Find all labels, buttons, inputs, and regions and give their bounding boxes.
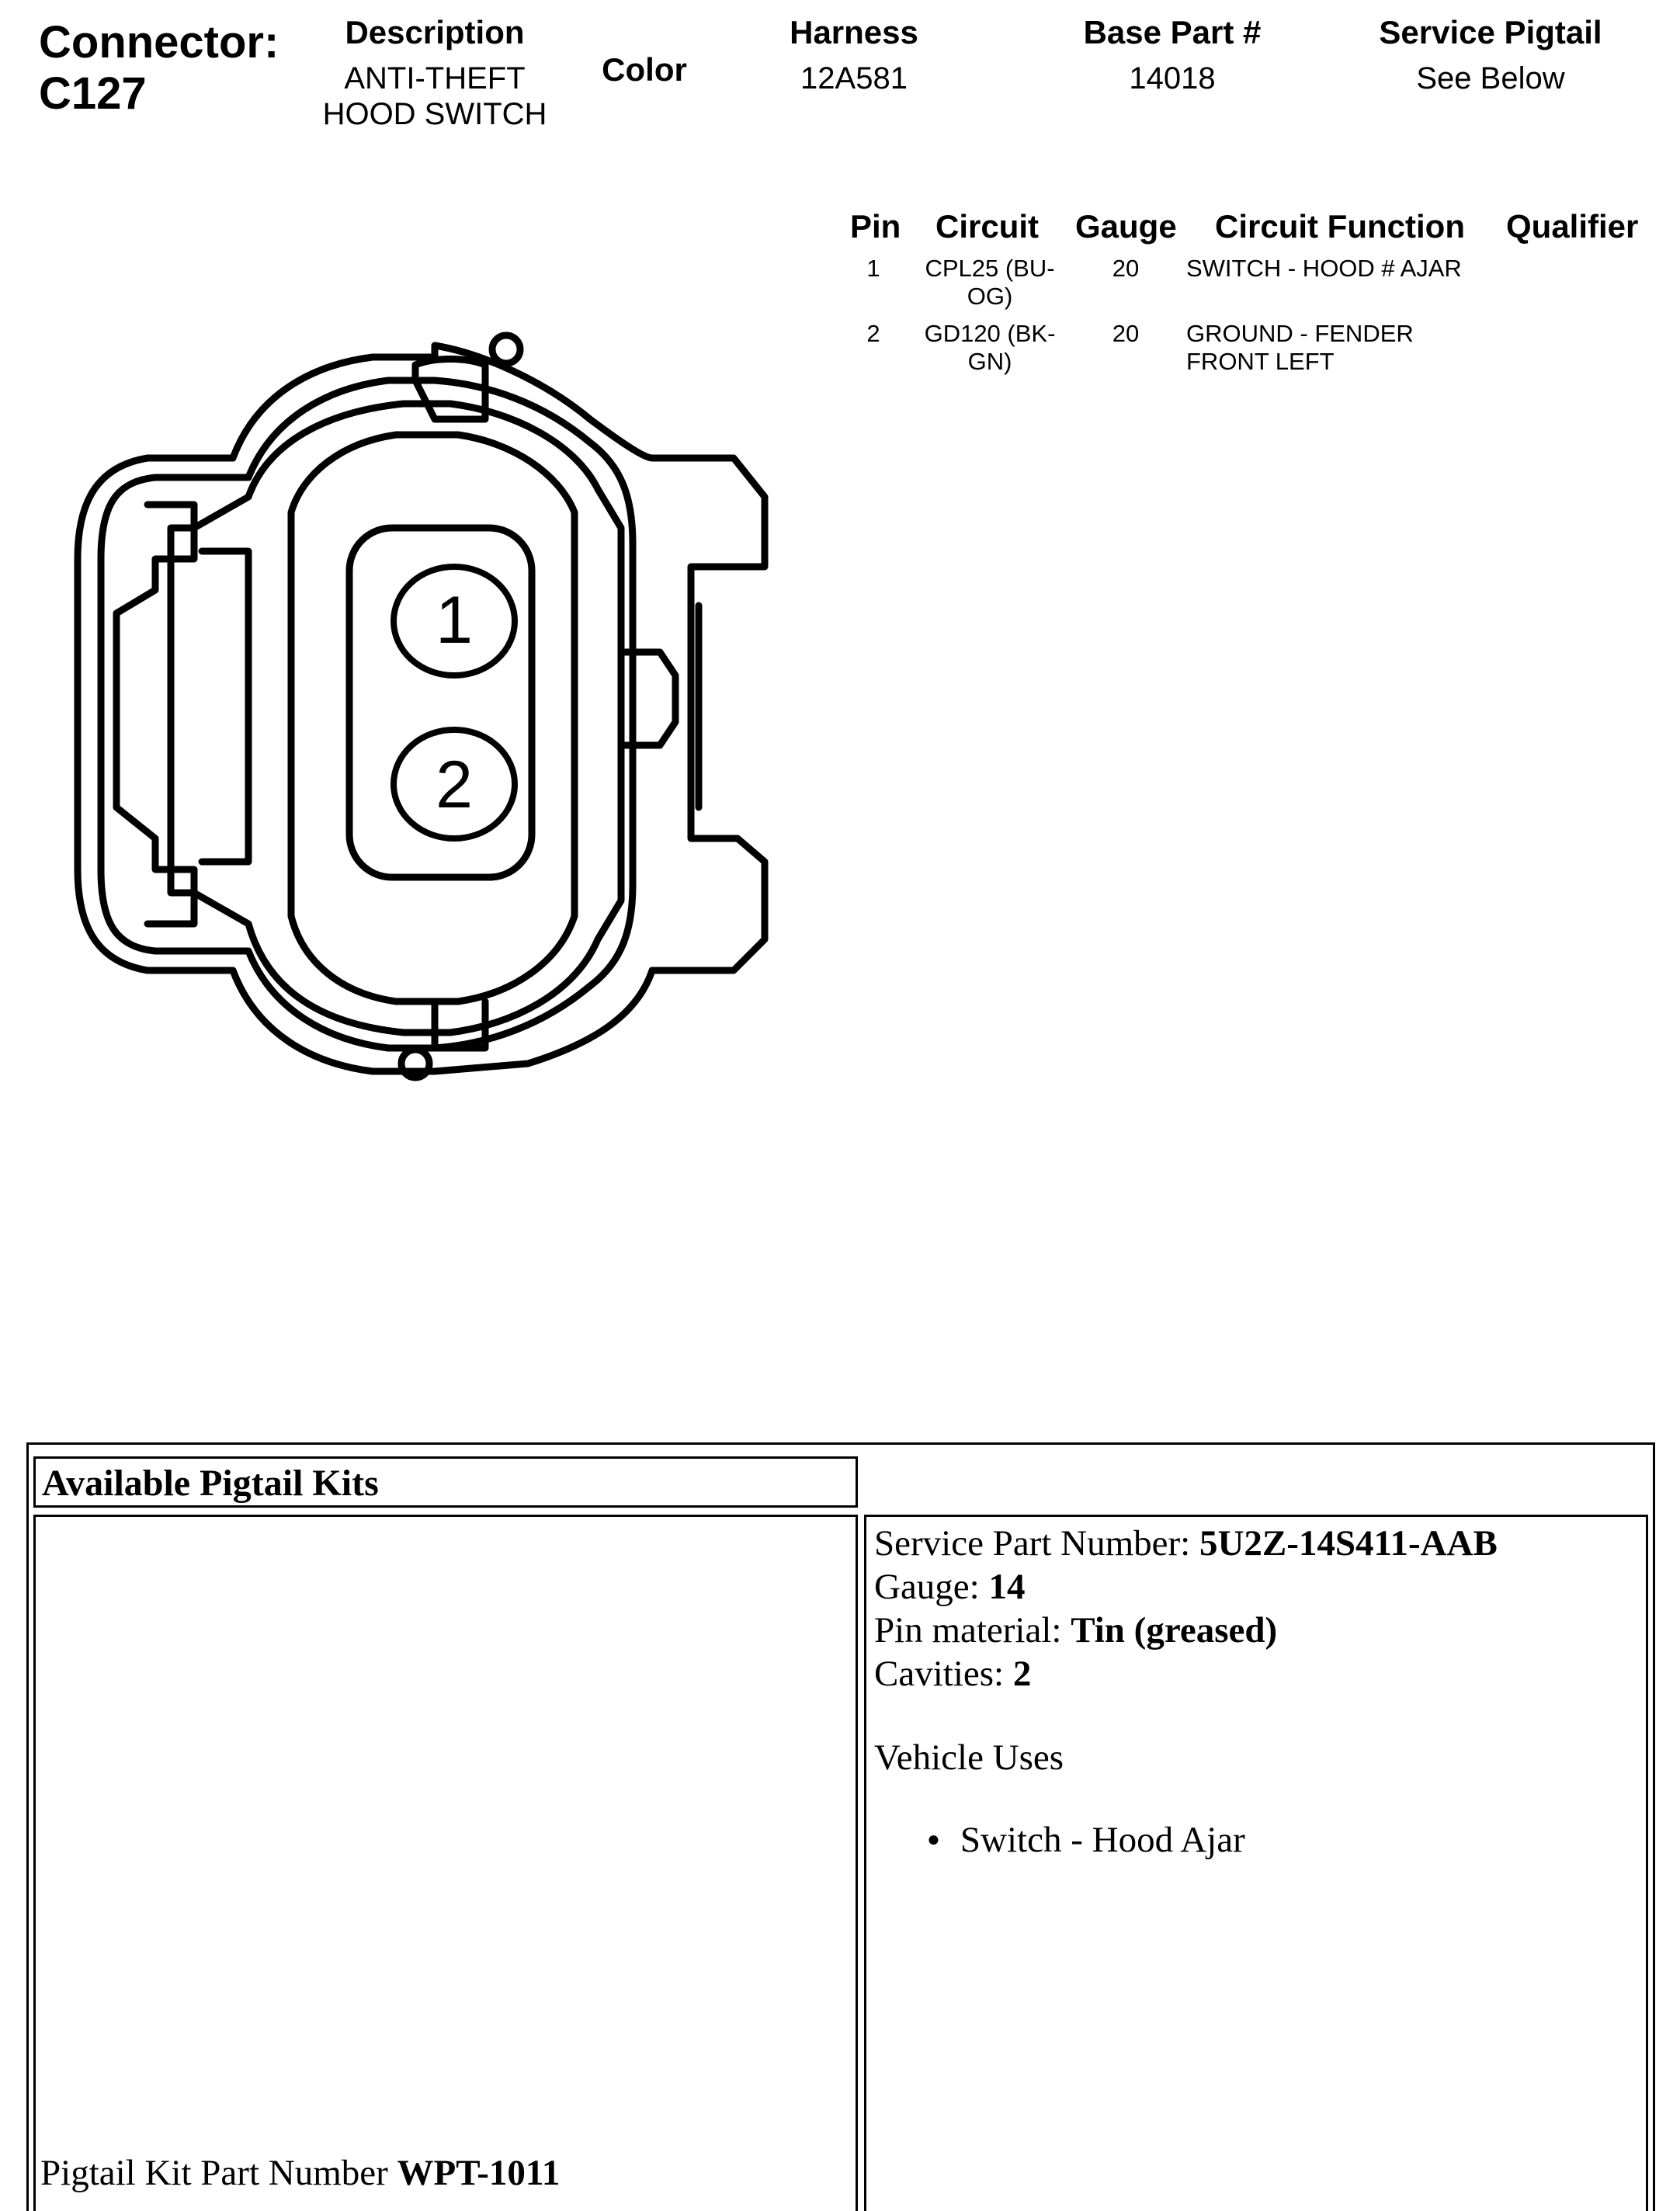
row-1-circuit-line-2: OG)	[967, 283, 1013, 310]
description-line-2: HOOD SWITCH	[322, 97, 547, 131]
color-label: Color	[602, 51, 687, 88]
row-2-function-line-2: FRONT LEFT	[1186, 348, 1335, 375]
pin-material	[874, 1609, 1498, 1652]
qualifier-header: Qualifier	[1506, 208, 1639, 245]
row-2-circuit-line-2: GN)	[967, 348, 1012, 375]
service-pigtail-label: Service Pigtail	[1379, 14, 1602, 50]
vehicle-uses-label: Vehicle Uses	[874, 1737, 1064, 1778]
description-line-1: ANTI-THEFT	[344, 61, 526, 95]
service-part-number	[874, 1522, 1498, 1565]
base-part-value: 14018	[1129, 61, 1216, 95]
kit-details	[874, 1522, 1498, 1862]
service-part-label: Service Part Number:	[874, 1523, 1199, 1564]
base-part-label: Base Part #	[1083, 14, 1262, 50]
cavities	[874, 1652, 1498, 1696]
pin-2-label: 2	[436, 748, 473, 822]
row-1-function	[1186, 255, 1462, 283]
connector-face-diagram	[0, 0, 854, 1165]
row-2-circuit	[904, 320, 1075, 376]
pin-material-value: Tin (greased)	[1071, 1610, 1278, 1650]
cavities-value: 2	[1012, 1654, 1032, 1694]
kit-details-cell	[864, 1515, 1648, 2211]
kit-gauge	[874, 1565, 1498, 1609]
left-latch	[116, 505, 194, 924]
connector-label: Connector:	[39, 17, 279, 68]
base-part-column	[1048, 14, 1296, 96]
pin-1-label: 1	[436, 583, 473, 658]
row-2-function-line-1: GROUND - FENDER	[1186, 320, 1414, 347]
row-2-circuit-line-1: GD120 (BK-	[924, 320, 1056, 347]
circuit-header: Circuit	[935, 208, 1040, 245]
left-latch-inner	[202, 551, 248, 862]
row-1-gauge: 20	[1112, 255, 1140, 282]
row-1-function-line-1: SWITCH - HOOD # AJAR	[1186, 255, 1462, 282]
vehicle-use-text: Switch - Hood Ajar	[960, 1820, 1245, 1860]
cavities-label: Cavities:	[874, 1654, 1013, 1694]
description-label: Description	[345, 14, 525, 50]
harness-label: Harness	[790, 14, 918, 50]
kit-gauge-value: 14	[988, 1567, 1026, 1607]
kit-part-value: WPT-1011	[397, 2153, 561, 2193]
kit-part-label: Pigtail Kit Part Number	[40, 2153, 397, 2193]
kit-image-cell	[33, 1515, 858, 2211]
row-1-circuit-line-1: CPL25 (BU-	[925, 255, 1055, 282]
housing-outline	[78, 345, 765, 1071]
gauge-header: Gauge	[1075, 208, 1177, 245]
kits-title-cell	[33, 1456, 858, 1508]
pin-material-label: Pin material:	[874, 1610, 1071, 1650]
seal-outline	[171, 404, 621, 1033]
connector-id: C127	[39, 68, 147, 119]
service-pigtail-column	[1351, 14, 1630, 96]
kits-title: Available Pigtail Kits	[42, 1463, 379, 1504]
kit-gauge-label: Gauge:	[874, 1567, 989, 1607]
circuit-function-header: Circuit Function	[1215, 208, 1465, 245]
row-1-circuit	[904, 255, 1075, 311]
row-1-pin: 1	[866, 255, 880, 282]
pin-header: Pin	[850, 208, 901, 245]
row-2-pin: 2	[866, 320, 880, 347]
row-2-gauge: 20	[1112, 320, 1140, 347]
top-key-circle	[492, 335, 520, 363]
bullet-icon: ●	[927, 1827, 940, 1852]
kit-part-number	[40, 2151, 560, 2195]
service-part-value: 5U2Z-14S411-AAB	[1199, 1523, 1498, 1564]
pigtail-kits-table	[26, 1442, 1655, 2211]
service-pigtail-value: See Below	[1416, 61, 1565, 95]
harness-value: 12A581	[800, 61, 908, 95]
vehicle-use-item	[927, 1818, 1498, 1862]
row-2-function	[1186, 320, 1414, 376]
